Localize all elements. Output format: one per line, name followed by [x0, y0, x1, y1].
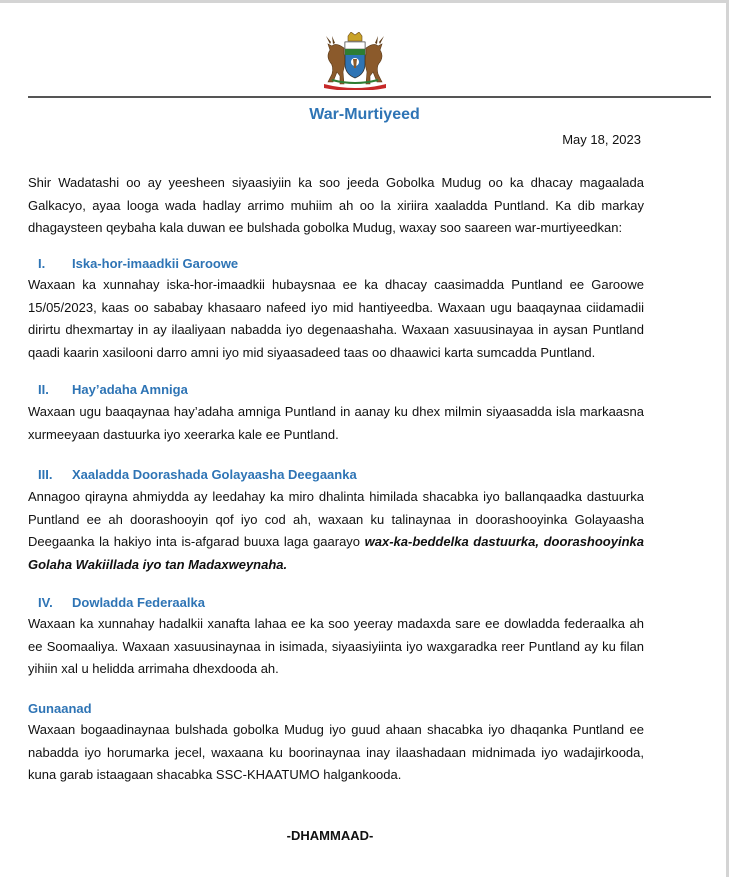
- document-title: War-Murtiyeed: [309, 106, 420, 123]
- section-body-4: [28, 613, 644, 681]
- section-text: Annagoo qirayna ahmiydda ay leedahay ka miro dhalinta himilada shacabka iyo ballanqaadka dastuurka Puntland ee ah doorashooyin qof iyo cod ah, waxaan ku talinaynaa in doorashooyinka Golayaasha Deegaanka la hakiyo inta is-afgarad buuxa laga gaarayo: [28, 489, 644, 550]
- section-number: IV.: [38, 595, 53, 610]
- section-heading-4: [28, 595, 205, 610]
- section-number: I.: [38, 256, 46, 271]
- section-body-2: [28, 401, 644, 446]
- section-title: Hay’adaha Amniga: [72, 382, 188, 397]
- section-heading-1: [28, 256, 238, 271]
- closing-mark: -DHAMMAAD-: [286, 828, 374, 843]
- section-number: II.: [38, 382, 49, 397]
- document-date: May 18, 2023: [562, 132, 641, 147]
- section-title: Dowladda Federaalka: [72, 595, 205, 610]
- section-heading-2: [28, 382, 188, 397]
- section-emphasis: wax-ka-beddelka dastuurka, doorashooyinka Golaha Wakiillada iyo tan Madaxweynaha.: [28, 534, 644, 572]
- section-paragraph: Waxaan ka xunnahay hadalkii xanafta lahaa ee ka soo yeeray madaxda sare ee dowladda federaalka ah ee Soomaaliya. Waxaan xasuusinaynaa in isimada, siyaasiyiinta iyo waxgaradka reer Puntland ay ku filan yihiin xal u helidda arrimaha dhexdooda ah.: [28, 616, 644, 677]
- section-body-3: [28, 486, 644, 576]
- section-paragraph: Waxaan ka xunnahay iska-hor-imaadkii hubaysnaa ee ka dhacay caasimadda Puntland ee Garoowe 15/05/2023, kaas oo sababay khasaaro nafeed iyo mid hantiyeedba. Waxaan ugu baaqaynaa ciidamadii dirirtu dhexmartay in ay ilaaliyaan nabadda iyo degenaashaha. Waxaan xasuusinayaa in aysan Puntland qaadi kaarin xasilooni darro amni iyo mid siyaasadeed taas oo dhaawici karta sumcadda Puntland.: [28, 277, 644, 360]
- conclusion-body: [28, 719, 644, 787]
- header-rule: [28, 96, 711, 98]
- section-paragraph: [28, 486, 644, 576]
- conclusion-heading: Gunaanad: [28, 701, 92, 716]
- intro-block: [28, 172, 644, 240]
- conclusion-paragraph: Waxaan bogaadinaynaa bulshada gobolka Mudug iyo guud ahaan shacabka iyo dhaqanka Puntland ee nabadda iyo horumarka jecel, waxaana ku boorinaynaa inay ilaashadaan midnimada iyo wadajirkooda, kuna garab istaagaan shacabka SSC-KHAATUMO halgankooda.: [28, 722, 644, 783]
- section-title: Iska-hor-imaadkii Garoowe: [72, 256, 239, 271]
- section-heading-3: [28, 467, 357, 482]
- section-title: Xaaladda Doorashada Golayaasha Deegaanka: [72, 467, 357, 482]
- page-border-top: [0, 0, 729, 3]
- intro-paragraph: Shir Wadatashi oo ay yeesheen siyaasiyiin ka soo jeeda Gobolka Mudug oo ka dhacay magaalada Galkacyo, ayaa looga wada hadlay arrimo muhiim ah oo la xiriira xaaladda Puntland. Ka dib markay dhagaysteen qeybaha kala duwan ee bulshada gobolka Mudug, waxay soo saareen war-murtiyeedkan:: [28, 175, 644, 236]
- section-paragraph: Waxaan ugu baaqaynaa hay’adaha amniga Puntland in aanay ku dhex milmin siyaasadda isla markaasna xurmeeyaan dastuurka iyo xeerarka kale ee Puntland.: [28, 404, 644, 442]
- coat-of-arms-icon: [318, 32, 392, 90]
- section-body-1: [28, 274, 644, 364]
- section-number: III.: [38, 467, 53, 482]
